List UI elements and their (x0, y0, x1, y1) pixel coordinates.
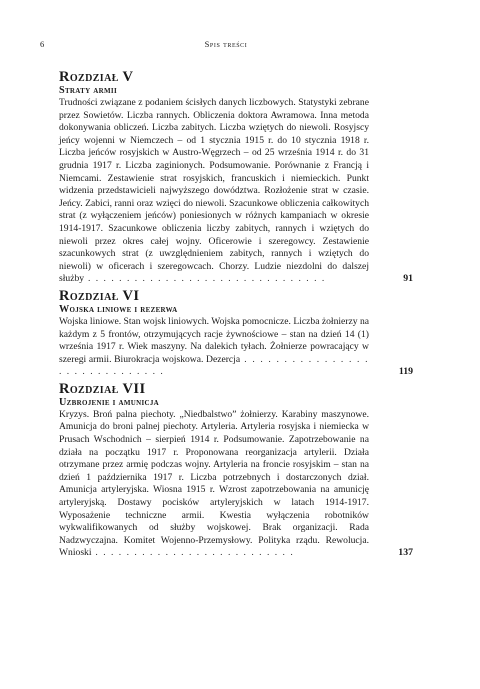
chapter-title: Straty armii (59, 85, 117, 96)
page-number: 6 (40, 39, 45, 49)
chapter-body (59, 97, 413, 286)
chapter-summary-text: Kryzys. Broń palna piechoty. „Niedbalstwo” żołnierzy. Karabiny maszynowe. Amunicja do broni palnej piechoty. Artyleria. Artyleria rosyjska i niemiecka w Prusach Wschodnich – sierpień 1914 r. Podsumowanie. Zapotrzebowanie na działa na początku 1917 r. Proponowana reorganizacja artylerii. Działa otrzymane przez armię podczas wojny. Artyleria na froncie rosyjskim – stan na dzień 1 października 1917 r. Liczba potrzebnych i dostarczonych dział. Amunicja artyleryjska. Wiosna 1915 r. Wzrost zapotrzebowania na amunicję artyleryjską. Dostawy pocisków artyleryjskich w latach 1914-1917. Wyposażenie techniczne armii. Kwestia wyłączenia robotników wykwalifikowanych od służby wojskowej. Brak organizacji. Rada Nadzwyczajna. Komitet Wojenno-Przemysłowy. Polityka rządu. Rewolucja. Wnioski (59, 408, 369, 559)
chapter-heading: Rozdział VII (59, 380, 146, 397)
toc-entry-chapter-6[interactable] (59, 287, 413, 379)
chapter-heading: Rozdział V (59, 69, 134, 85)
page-reference[interactable]: 91 (403, 273, 413, 285)
chapter-title: Uzbrojenie i amunicja (59, 396, 160, 408)
chapter-summary-text: Wojska liniowe. Stan wojsk liniowych. Wojska pomocnicze. Liczba żołnierzy na każdym z 5 frontów, otrzymujących racje żywnościowe – stan na dzień 14 (1) września 1917 r. Wiek maszyny. Na dalekich tyłach. Żołnierze powracający w szeregi armii. Biurokracja wojskowa. Dezercja (59, 315, 369, 365)
page-header (40, 39, 412, 53)
chapter-summary (59, 409, 403, 560)
page-reference[interactable]: 119 (398, 366, 413, 378)
chapter-title: Wojska liniowe i rezerwa (59, 303, 178, 315)
chapter-body (59, 315, 413, 379)
toc-entry-chapter-5[interactable] (59, 69, 413, 286)
page-reference[interactable]: 137 (398, 547, 413, 559)
dot-leader: . . . . . . . . . . . . . . . . . . . . . . . . . . . . . . (59, 353, 369, 378)
chapter-heading: Rozdział VI (59, 287, 140, 304)
toc-entry-chapter-7[interactable] (59, 380, 413, 560)
dot-leader: . . . . . . . . . . . . . . . . . . . . . . . . . . . . . . . (84, 273, 326, 285)
chapter-summary (59, 97, 403, 286)
chapter-body (59, 408, 413, 560)
chapter-summary-text: Trudności związane z podaniem ścisłych danych liczbowych. Statystyki zebrane przez Sowietów. Liczba rannych. Obliczenia doktora Awramowa. Inna metoda dokonywania obliczeń. Liczba zabitych. Liczba wziętych do niewoli. Rosyjscy jeńcy wojenni w Niemczech – od 1 stycznia 1915 r. do 10 stycznia 1918 r. Liczba jeńców rosyjskich w Austro-Węgrzech – od 25 września 1914 r. do 31 grudnia 1917 r. Liczba zaginionych. Podsumowanie. Porównanie z Francją i Niemcami. Zestawienie strat rosyjskich, francuskich i niemieckich. Punkt widzenia przedstawicieli najwyższego dowództwa. Rozłożenie strat w czasie. Jeńcy. Zabici, ranni oraz wzięci do niewoli. Szacunkowe obliczenia całkowitych strat (z wyłączeniem jeńców) poniesionych w różnych kampaniach w okresie 1914-1917. Szacunkowe obliczenia liczby zabitych, rannych i wziętych do niewoli przez okres całej wojny. Oficerowie i szeregowcy. Zestawienie szacunkowych strat (z uwzględnieniem zabitych, rannych i wziętych do niewoli) w oficerach i szeregowcach. Chorzy. Ludzie niezdolni do dalszej służby (59, 97, 369, 285)
running-head: Spis treści (204, 39, 248, 49)
chapter-summary (59, 316, 403, 379)
dot-leader: . . . . . . . . . . . . . . . . . . . . . . . . . . (91, 547, 295, 559)
table-of-contents (59, 69, 413, 560)
